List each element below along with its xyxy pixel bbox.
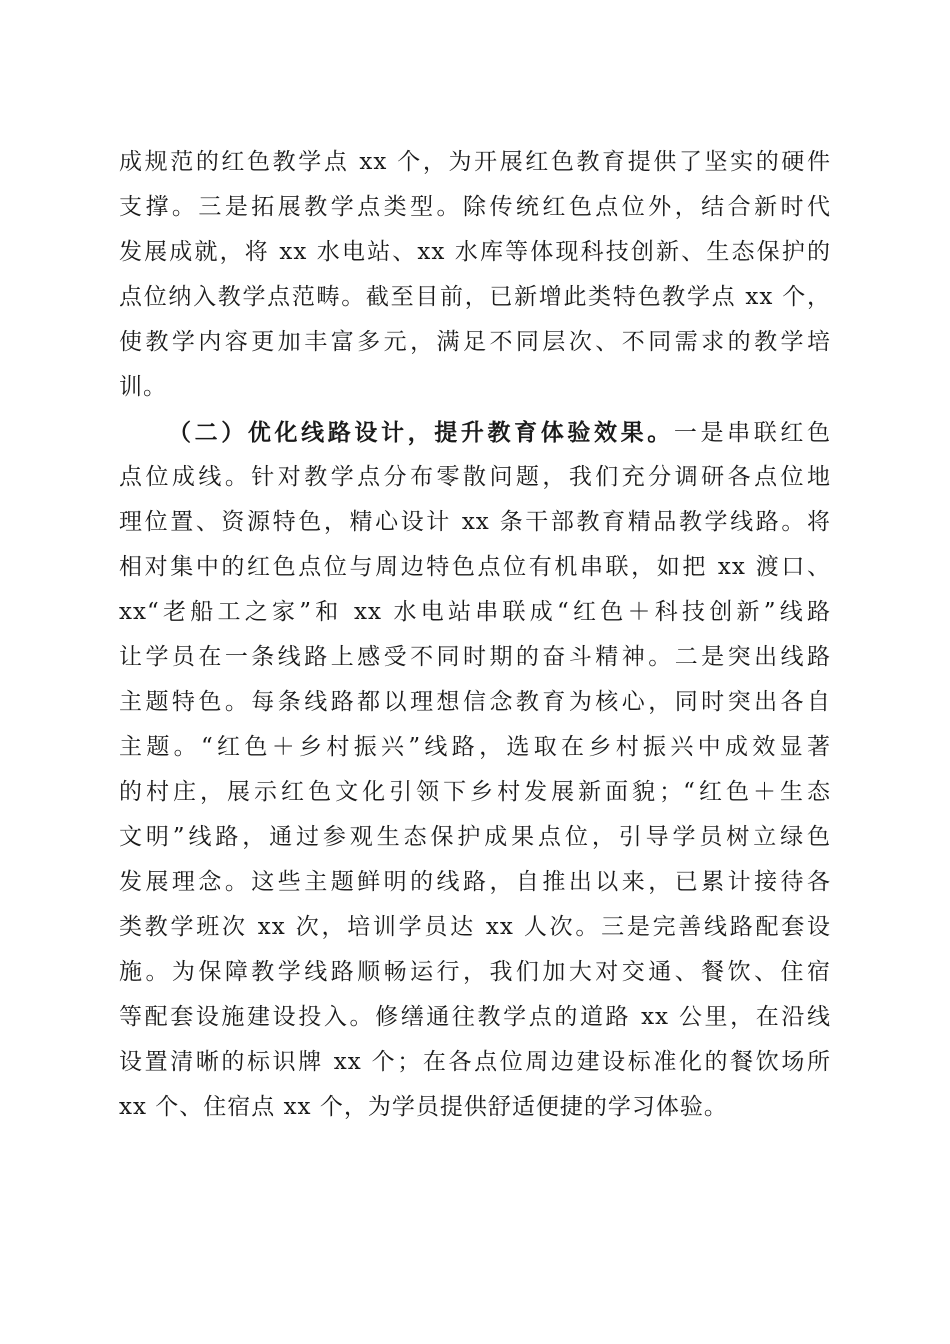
text-line: 主题。“红色＋乡村振兴”线路，选取在乡村振兴中成效显著 — [119, 734, 831, 760]
section-first-line — [119, 410, 831, 455]
text-line: 文明”线路，通过参观生态保护成果点位，引导学员树立绿色 — [119, 824, 831, 850]
text-line: 使教学内容更加丰富多元，满足不同层次、不同需求的教学培 — [119, 329, 831, 355]
text-line: 理位置、资源特色，精心设计 xx 条干部教育精品教学线路。将 — [119, 509, 831, 535]
text-line: 主题特色。每条线路都以理想信念教育为核心，同时突出各自 — [119, 689, 831, 715]
section-heading: （二）优化线路设计，提升教育体验效果。 — [168, 419, 674, 446]
text-line: 相对集中的红色点位与周边特色点位有机串联，如把 xx 渡口、 — [119, 554, 831, 580]
text-line: xx 个、住宿点 xx 个，为学员提供舒适便捷的学习体验。 — [119, 1094, 728, 1120]
text-line: 的村庄，展示红色文化引领下乡村发展新面貌；“红色＋生态 — [119, 779, 831, 805]
text-line: 设置清晰的标识牌 xx 个；在各点位周边建设标准化的餐饮场所 — [119, 1049, 831, 1075]
text-line: 支撑。三是拓展教学点类型。除传统红色点位外，结合新时代 — [119, 194, 831, 220]
text-line: 施。为保障教学线路顺畅运行，我们加大对交通、餐饮、住宿 — [119, 959, 831, 985]
text-line: 点位成线。针对教学点分布零散问题，我们充分调研各点位地 — [119, 464, 831, 490]
text-segment: 一是串联红色 — [673, 420, 831, 446]
text-line: 训。 — [119, 374, 167, 400]
section-paragraph — [119, 410, 831, 1130]
text-line: 等配套设施建设投入。修缮通往教学点的道路 xx 公里，在沿线 — [119, 1004, 831, 1030]
text-line: 成规范的红色教学点 xx 个，为开展红色教育提供了坚实的硬件 — [119, 149, 831, 175]
text-line: 点位纳入教学点范畴。截至目前，已新增此类特色教学点 xx 个， — [119, 284, 831, 310]
text-line: 类教学班次 xx 次，培训学员达 xx 人次。三是完善线路配套设 — [119, 914, 831, 940]
text-line: 发展成就，将 xx 水电站、xx 水库等体现科技创新、生态保护的 — [119, 239, 831, 265]
text-line: 发展理念。这些主题鲜明的线路，自推出以来，已累计接待各 — [119, 869, 831, 895]
text-line: 让学员在一条线路上感受不同时期的奋斗精神。二是突出线路 — [119, 644, 831, 670]
paragraph-continuation — [119, 140, 831, 410]
text-line: xx“老船工之家”和 xx 水电站串联成“红色＋科技创新”线路 — [119, 599, 831, 625]
